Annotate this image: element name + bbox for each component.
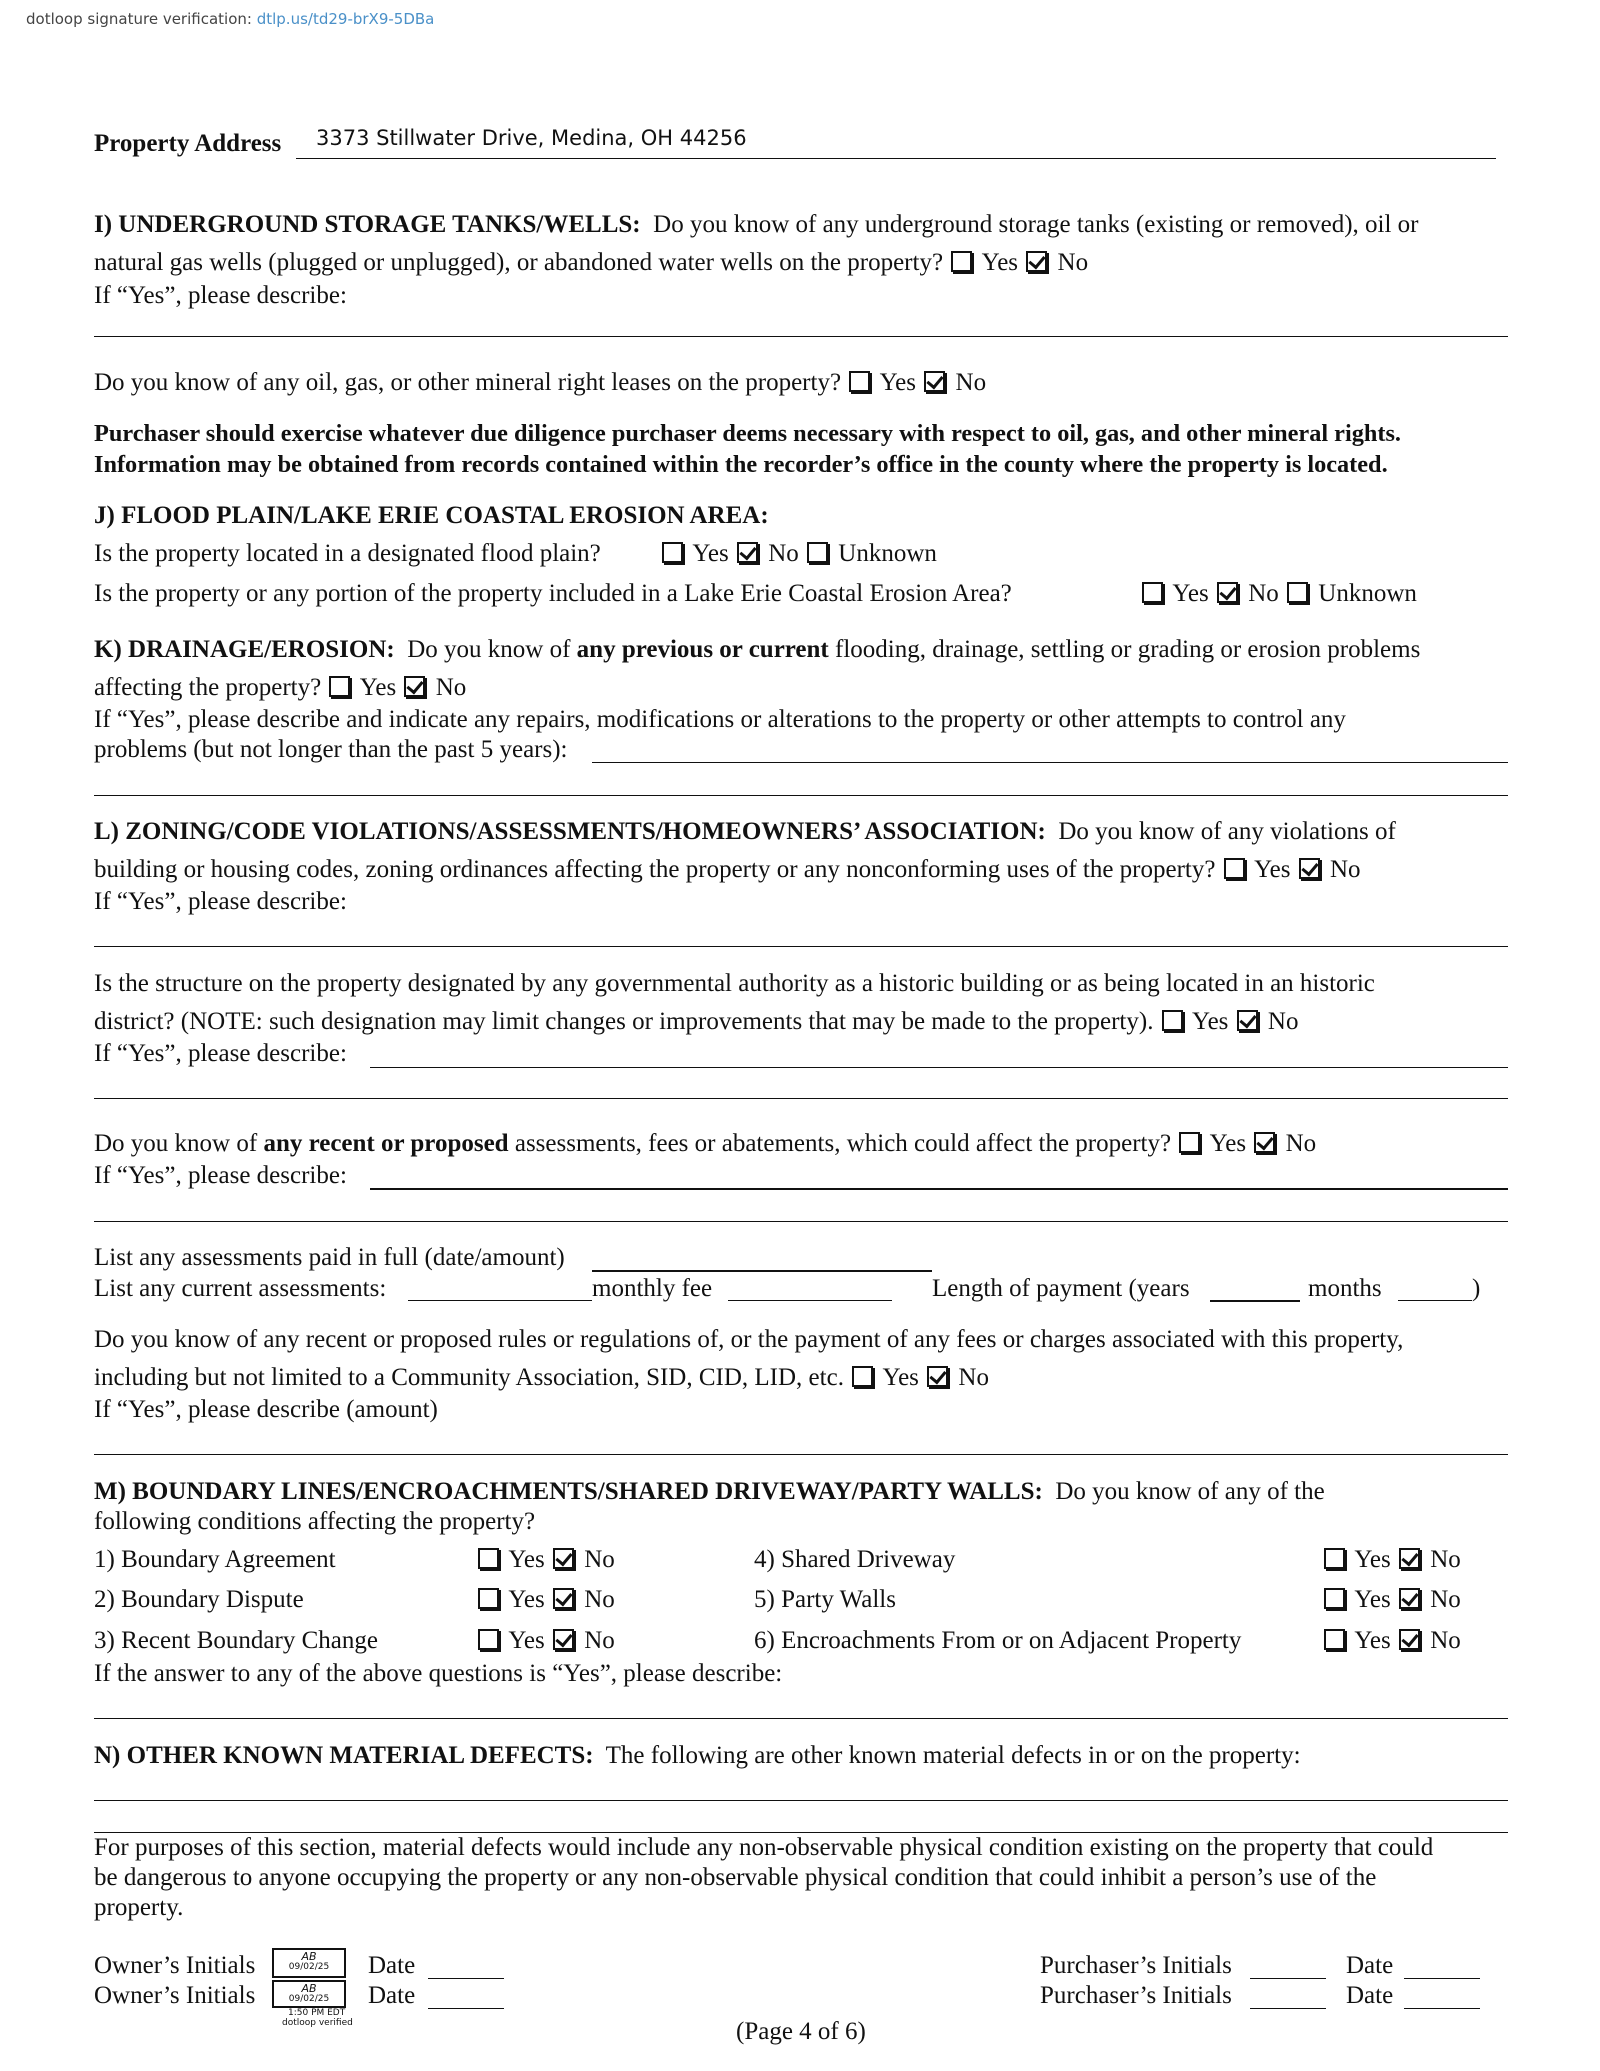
assess-paid-label: List any assessments paid in full (date/amount) (94, 1244, 565, 1271)
historic-describe: If “Yes”, please describe: (94, 1040, 347, 1067)
boundary-item-6: 6) Encroachments From or on Adjacent Property (754, 1627, 1242, 1654)
months-line[interactable] (1398, 1300, 1472, 1301)
address-underline (296, 158, 1496, 159)
defects-paragraph-3: property. (94, 1894, 184, 1921)
unknown-label: Unknown (838, 540, 937, 567)
shared-driveway-no-checkbox[interactable] (1399, 1548, 1420, 1569)
section-i-q1a: Do you know of any underground storage tanks (existing or removed), oil or (653, 211, 1419, 238)
section-k-line2 (94, 674, 466, 702)
owner-date-line-2[interactable] (428, 2008, 504, 2009)
no-label: No (1329, 856, 1361, 883)
mineral-lease-no-checkbox[interactable] (924, 371, 945, 392)
boundary-item-2: 2) Boundary Dispute (94, 1586, 304, 1613)
no-label: No (1248, 580, 1279, 607)
no-label: No (1430, 1586, 1461, 1613)
flood-plain-options (660, 540, 937, 568)
violations-no-checkbox[interactable] (1299, 858, 1320, 879)
drainage-no-checkbox[interactable] (404, 676, 425, 697)
boundary-item-4: 4) Shared Driveway (754, 1546, 956, 1573)
section-i-line2 (94, 249, 1088, 277)
close-paren: ) (1472, 1275, 1481, 1302)
boundary-agreement-no-checkbox[interactable] (553, 1548, 574, 1569)
section-i-describe: If “Yes”, please describe: (94, 282, 347, 309)
property-address-label (94, 130, 281, 158)
no-label: No (435, 674, 467, 701)
section-j-title (94, 502, 769, 530)
property-address-value[interactable]: 3373 Stillwater Drive, Medina, OH 44256 (316, 126, 747, 150)
signature-verification (26, 10, 434, 28)
boundary-item-1-options (476, 1546, 615, 1574)
flood-plain-no-checkbox[interactable] (737, 542, 758, 563)
assessments-question (94, 1130, 1316, 1158)
owner-initials-box-2[interactable] (272, 1980, 346, 2008)
monthly-fee-line[interactable] (728, 1300, 892, 1301)
yes-label: Yes (879, 369, 917, 396)
owner-initials-label-2: Owner’s Initials (94, 1982, 256, 2009)
yes-label: Yes (882, 1364, 919, 1391)
section-k-q1a: Do you know of (407, 636, 571, 663)
mineral-lease-yes-checkbox[interactable] (849, 371, 870, 392)
length-label: Length of payment (years (932, 1275, 1190, 1302)
purchaser-initials-label-2: Purchaser’s Initials (1040, 1982, 1232, 2009)
section-i-title: I) UNDERGROUND STORAGE TANKS/WELLS: (94, 211, 641, 238)
historic-line-a[interactable] (370, 1067, 1508, 1068)
assessments-q3c: assessments, fees or abatements, which could affect the property? (514, 1130, 1172, 1157)
section-k-q1b: any previous or current (576, 636, 829, 663)
historic-yes-checkbox[interactable] (1162, 1010, 1183, 1031)
section-j-title-text: J) FLOOD PLAIN/LAKE ERIE COASTAL EROSION AREA: (94, 502, 769, 529)
boundary-dispute-no-checkbox[interactable] (553, 1588, 574, 1609)
boundary-change-no-checkbox[interactable] (553, 1629, 574, 1650)
no-label: No (584, 1586, 615, 1613)
rules-no-checkbox[interactable] (927, 1366, 948, 1387)
assessments-no-checkbox[interactable] (1254, 1132, 1275, 1153)
address-label: Property Address (94, 130, 282, 157)
assessments-yes-checkbox[interactable] (1179, 1132, 1200, 1153)
section-i-q1b: natural gas wells (plugged or unplugged), or abandoned water wells on the property? (94, 249, 944, 276)
section-m-intro-a: Do you know of any of the (1055, 1478, 1325, 1505)
erosion-area-unknown-checkbox[interactable] (1287, 582, 1308, 603)
no-label: No (584, 1546, 615, 1573)
section-k-describe2: problems (but not longer than the past 5 years): (94, 736, 568, 763)
yes-label: Yes (692, 540, 729, 567)
years-line[interactable] (1210, 1300, 1300, 1302)
rules-question-a: Do you know of any recent or proposed rules or regulations of, or the payment of any fees or charges associated with this property, (94, 1326, 1404, 1353)
section-m-title: M) BOUNDARY LINES/ENCROACHMENTS/SHARED DRIVEWAY/PARTY WALLS: (94, 1478, 1043, 1505)
purchaser-date-line-1[interactable] (1404, 1978, 1480, 1979)
boundary-item-3-options (476, 1627, 615, 1655)
no-label: No (768, 540, 799, 567)
section-k-line-a[interactable] (592, 762, 1508, 763)
yes-label: Yes (508, 1627, 545, 1654)
boundary-item-6-options (1322, 1627, 1461, 1655)
no-label: No (1057, 249, 1089, 276)
flood-plain-unknown-checkbox[interactable] (807, 542, 828, 563)
section-l-q1a: Do you know of any violations of (1058, 818, 1396, 845)
section-i-q2: Do you know of any oil, gas, or other mineral right leases on the property? (94, 369, 842, 396)
encroachments-no-checkbox[interactable] (1399, 1629, 1420, 1650)
historic-no-checkbox[interactable] (1237, 1010, 1258, 1031)
verification-link[interactable]: dtlp.us/td29-brX9-5DBa (256, 10, 435, 28)
section-n-intro: The following are other known material defects in or on the property: (605, 1742, 1301, 1769)
no-label: No (955, 369, 987, 396)
boundary-item-4-options (1322, 1546, 1461, 1574)
section-k-describe1: If “Yes”, please describe and indicate any repairs, modifications or alterations to the property or other attempts to control any (94, 706, 1346, 733)
violations-describe-line[interactable] (94, 946, 1508, 947)
assess-current-line[interactable] (408, 1300, 592, 1301)
boundary-item-2-options (476, 1586, 615, 1614)
section-m-intro-b: following conditions affecting the property? (94, 1508, 536, 1535)
dotloop-verified-label: dotloop verified (282, 2018, 353, 2028)
boundary-change-yes-checkbox[interactable] (478, 1629, 499, 1650)
section-k-line-b[interactable] (94, 795, 1508, 796)
purchaser-date-label-2: Date (1346, 1982, 1394, 2009)
yes-label: Yes (1254, 856, 1291, 883)
owner-date-line-1[interactable] (428, 1978, 504, 1979)
historic-question-a: Is the structure on the property designated by any governmental authority as a historic building or as being located in an historic (94, 970, 1375, 997)
erosion-area-options (1140, 580, 1417, 608)
encroachments-yes-checkbox[interactable] (1324, 1629, 1345, 1650)
no-label: No (1267, 1008, 1299, 1035)
assessments-q3b: any recent or proposed (263, 1130, 509, 1157)
verification-label: dotloop signature verification: (26, 10, 252, 28)
purchaser-date-label-1: Date (1346, 1952, 1394, 1979)
owner-initials-label-1: Owner’s Initials (94, 1952, 256, 1979)
months-label: months (1308, 1275, 1382, 1302)
yes-label: Yes (1354, 1586, 1391, 1613)
boundary-item-1: 1) Boundary Agreement (94, 1546, 336, 1573)
section-i-q2-line (94, 369, 986, 397)
rules-describe-line[interactable] (94, 1454, 1508, 1455)
no-label: No (1430, 1627, 1461, 1654)
yes-label: Yes (981, 249, 1019, 276)
section-n-title: N) OTHER KNOWN MATERIAL DEFECTS: (94, 1742, 594, 1769)
stamp-date: 09/02/25 (288, 1962, 330, 1972)
violations-describe: If “Yes”, please describe: (94, 888, 347, 915)
section-l-title: L) ZONING/CODE VIOLATIONS/ASSESSMENTS/HOMEOWNERS’ ASSOCIATION: (94, 818, 1046, 845)
section-i-describe-line[interactable] (94, 336, 1508, 337)
flood-plain-question: Is the property located in a designated flood plain? (94, 540, 601, 567)
rules-line2 (94, 1364, 989, 1392)
stamp-date: 09/02/25 (288, 1994, 330, 2004)
purchaser-initials-line-2[interactable] (1250, 2008, 1326, 2009)
yes-label: Yes (1354, 1546, 1391, 1573)
assess-current-label: List any current assessments: (94, 1275, 387, 1302)
mineral-note-1: Purchaser should exercise whatever due diligence purchaser deems necessary with respect to oil, gas, and other mineral rights. (94, 420, 1401, 447)
violations-yes-checkbox[interactable] (1224, 858, 1245, 879)
page-number: (Page 4 of 6) (736, 2018, 866, 2045)
section-l-line1 (94, 818, 1396, 846)
erosion-area-no-checkbox[interactable] (1217, 582, 1238, 603)
initials-value: AB (301, 1982, 317, 1995)
boundary-describe: If the answer to any of the above questions is “Yes”, please describe: (94, 1660, 783, 1687)
historic-line2 (94, 1008, 1298, 1036)
erosion-area-yes-checkbox[interactable] (1142, 582, 1163, 603)
rules-describe: If “Yes”, please describe (amount) (94, 1396, 438, 1423)
yes-label: Yes (1209, 1130, 1247, 1157)
section-l-line2 (94, 856, 1361, 884)
assessments-line-a[interactable] (370, 1188, 1508, 1190)
historic-line-b[interactable] (94, 1098, 1508, 1099)
initials-value: AB (301, 1950, 317, 1963)
section-n-line1 (94, 1742, 1301, 1770)
yes-label: Yes (508, 1586, 545, 1613)
shared-driveway-yes-checkbox[interactable] (1324, 1548, 1345, 1569)
purchaser-initials-line-1[interactable] (1250, 1978, 1326, 1979)
section-l-q1b: building or housing codes, zoning ordinances affecting the property or any nonconforming uses of the property? (94, 856, 1216, 883)
purchaser-date-line-2[interactable] (1404, 2008, 1480, 2009)
yes-label: Yes (1172, 580, 1209, 607)
rules-yes-checkbox[interactable] (852, 1366, 873, 1387)
purchaser-initials-label-1: Purchaser’s Initials (1040, 1952, 1232, 1979)
defects-line-b[interactable] (94, 1832, 1508, 1833)
owner-date-label-1: Date (368, 1952, 416, 1979)
mineral-note-2: Information may be obtained from records contained within the recorder’s office in the county where the property is located. (94, 451, 1388, 478)
assessments-line-b[interactable] (94, 1221, 1508, 1222)
rules-question-b: including but not limited to a Community Association, SID, CID, LID, etc. (94, 1364, 844, 1391)
no-label: No (1430, 1546, 1461, 1573)
defects-paragraph-1: For purposes of this section, material defects would include any non-observable physical condition existing on the property that could (94, 1834, 1434, 1861)
boundary-dispute-yes-checkbox[interactable] (478, 1588, 499, 1609)
boundary-agreement-yes-checkbox[interactable] (478, 1548, 499, 1569)
assessments-q3a: Do you know of (94, 1130, 258, 1157)
unknown-label: Unknown (1318, 580, 1417, 607)
party-walls-no-checkbox[interactable] (1399, 1588, 1420, 1609)
assess-paid-line[interactable] (592, 1270, 932, 1272)
underground-yes-checkbox[interactable] (951, 251, 972, 272)
owner-date-label-2: Date (368, 1982, 416, 2009)
section-k-line1 (94, 636, 1420, 664)
yes-label: Yes (1354, 1627, 1391, 1654)
flood-plain-yes-checkbox[interactable] (662, 542, 683, 563)
boundary-item-5: 5) Party Walls (754, 1586, 896, 1613)
section-k-title: K) DRAINAGE/EROSION: (94, 636, 395, 663)
no-label: No (958, 1364, 989, 1391)
owner-initials-box-1[interactable] (272, 1948, 346, 1978)
underground-no-checkbox[interactable] (1026, 251, 1047, 272)
section-k-q1c: flooding, drainage, settling or grading or erosion problems (835, 636, 1421, 663)
boundary-describe-line[interactable] (94, 1718, 1508, 1719)
drainage-yes-checkbox[interactable] (329, 676, 350, 697)
boundary-item-5-options (1322, 1586, 1461, 1614)
yes-label: Yes (508, 1546, 545, 1573)
yes-label: Yes (1192, 1008, 1229, 1035)
no-label: No (584, 1627, 615, 1654)
stamp-time: 1:50 PM EDT (288, 2008, 346, 2018)
erosion-area-question: Is the property or any portion of the property included in a Lake Erie Coastal Erosion Area? (94, 580, 1012, 607)
yes-label: Yes (359, 674, 397, 701)
section-k-q1d: affecting the property? (94, 674, 322, 701)
section-i-line1 (94, 211, 1419, 239)
no-label: No (1285, 1130, 1317, 1157)
monthly-fee-label: monthly fee (592, 1275, 713, 1302)
boundary-item-3: 3) Recent Boundary Change (94, 1627, 378, 1654)
party-walls-yes-checkbox[interactable] (1324, 1588, 1345, 1609)
section-m-line1 (94, 1478, 1325, 1506)
historic-question-b: district? (NOTE: such designation may limit changes or improvements that may be made to the property). (94, 1008, 1154, 1035)
defects-paragraph-2: be dangerous to anyone occupying the property or any non-observable physical condition that could inhibit a person’s use of the (94, 1864, 1377, 1891)
assessments-describe: If “Yes”, please describe: (94, 1162, 347, 1189)
defects-line-a[interactable] (94, 1800, 1508, 1801)
